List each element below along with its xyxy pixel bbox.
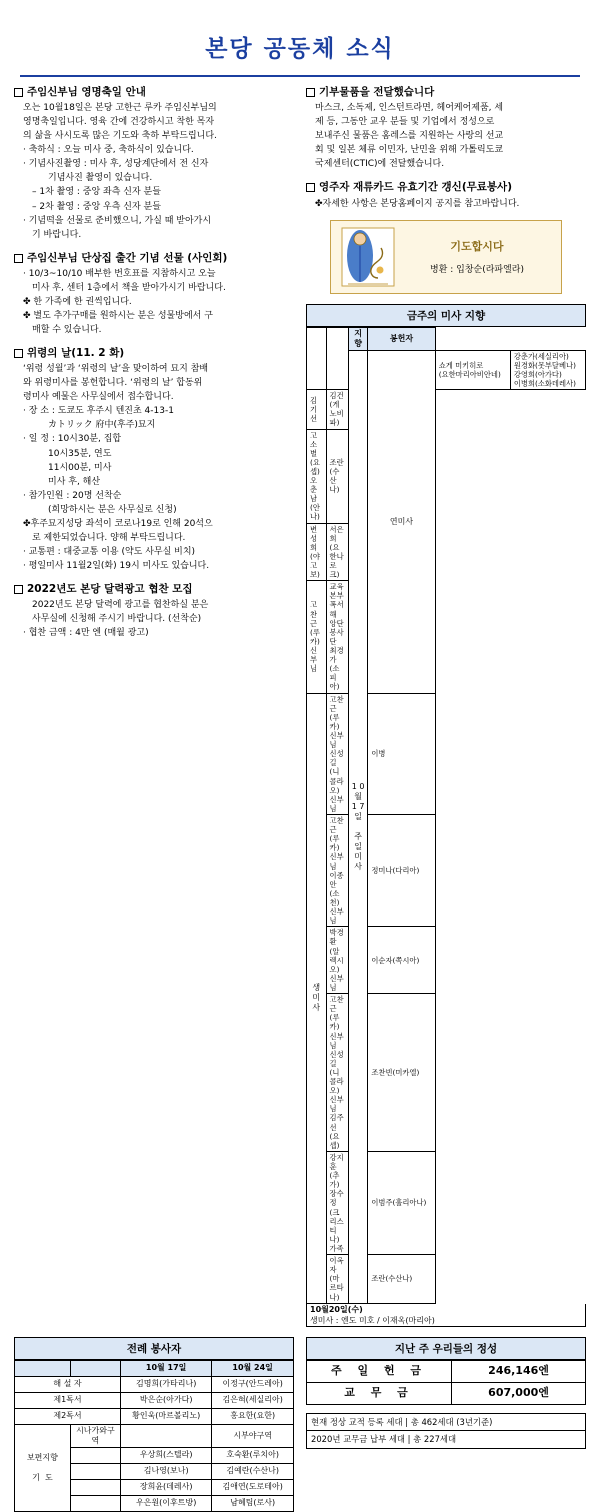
square-bullet-icon xyxy=(306,183,315,192)
person-cell: 조란(수산나) xyxy=(368,1255,435,1304)
offering-value: 607,000엔 xyxy=(452,1382,586,1404)
role-cell: 해 설 자 xyxy=(15,1376,121,1392)
person-cell: 서은희(요한나로크) xyxy=(326,523,348,581)
mass-date-cell: 1 0 월 1 7 일 주 일 미 사 xyxy=(348,350,368,1303)
liturgy-block xyxy=(14,1337,294,1512)
role-cell-universal: 보편지향 기 도 xyxy=(15,1424,71,1511)
section-heading xyxy=(306,85,586,99)
section-booksigning xyxy=(14,251,294,337)
section-heading-text: 2022년도 본당 달력광고 협찬 모집 xyxy=(27,582,193,595)
section-memorial-day xyxy=(14,346,294,573)
mass-intentions-title: 금주의 미사 지향 xyxy=(306,304,586,327)
square-bullet-icon xyxy=(14,254,23,263)
person-cell: 이범주(훌리아나) xyxy=(368,1151,435,1254)
role-cell: 제2독서 xyxy=(15,1408,121,1424)
section-heading-text: 위령의 날(11. 2 화) xyxy=(27,347,125,360)
page-title: 본당 공동체 소식 xyxy=(205,36,395,62)
section-heading-text: 주임신부님 단상집 출간 기념 선물 (사인회) xyxy=(27,251,228,264)
content-columns xyxy=(14,85,586,1327)
offering-note-2: 2020년 교무금 납부 세대 | 총 227세대 xyxy=(306,1431,586,1449)
table-row xyxy=(15,1392,294,1408)
person-cell: 이순자(쪽시아) xyxy=(368,927,435,994)
offering-label: 교 무 금 xyxy=(307,1382,452,1404)
cell-date1: 우상희(스텔라) xyxy=(121,1447,212,1463)
cell-date1: 김나영(보나) xyxy=(121,1463,212,1479)
section-body: 마스크, 소독제, 인스턴트라면, 헤어케어제품, 세 제 등, 그동안 교우 분들 및 기업에서 정성으로 보내주신 물품은 홈레스를 지원하는 사랑의 선교 회 및 일본 체류 이민자, 난민을 위해 가톨릭도쿄 국제센터(CTIC)에 전달했습니다. xyxy=(315,103,504,170)
person-cell: 조찬빈(미카엘) xyxy=(368,994,435,1152)
table-row xyxy=(307,1360,586,1382)
section-heading xyxy=(14,251,294,265)
square-bullet-icon xyxy=(14,349,23,358)
intent-cell: 이옥자(마르타나) xyxy=(326,1255,348,1304)
table-row xyxy=(15,1408,294,1424)
prayer-box xyxy=(330,220,562,294)
offering-label: 주 일 헌 금 xyxy=(307,1360,452,1382)
person-cell: 조란(수산나) xyxy=(326,429,348,523)
subrole-cell xyxy=(70,1495,120,1511)
role-cell: 제1독서 xyxy=(15,1392,121,1408)
cell-date1: 박은순(아가다) xyxy=(121,1392,212,1408)
intent-cell: 고찬근(루카) 신부님 이종안(소천) 신부님 xyxy=(326,814,348,926)
section-body: ✤자세한 사항은 본당홈페이지 공지를 참고바랍니다. xyxy=(315,198,520,209)
person-cell: 정미나(다리아) xyxy=(368,814,435,926)
cell-date1: 김명희(가타리나) xyxy=(121,1376,212,1392)
intent-cell: 김기선 xyxy=(307,390,327,429)
prayer-text xyxy=(399,238,555,275)
section-body: 2022년도 본당 달력에 광고를 협찬하실 분은 사무실에 신청해 주시기 바랍니다. (선착순) · 협찬 금액 : 4만 엔 (매월 광고) xyxy=(23,600,209,639)
mass-intentions-table xyxy=(306,327,586,1304)
square-bullet-icon xyxy=(14,585,23,594)
intent-cell: 고찬근(루카) 신부님 신성길(니콜라오) 신부님 김주선(요셉) xyxy=(326,994,348,1152)
section-heading-text: 기부물품을 전달했습니다 xyxy=(319,86,435,98)
person-cell: 이병 xyxy=(368,693,435,814)
offering-note-1: 현재 정상 교적 등록 세대 | 총 462세대 (3년기준) xyxy=(306,1413,586,1432)
table-header-row xyxy=(307,327,586,350)
masthead xyxy=(14,18,586,69)
intent-cell: 고소별(요셉) 오춘남(안나) xyxy=(307,429,327,523)
cell-date1: 장희윤(데레사) xyxy=(121,1479,212,1495)
col-header-date1: 10월 17일 xyxy=(121,1360,212,1376)
subrole-cell xyxy=(70,1463,120,1479)
section-body: 오는 10월18일은 본당 고한근 루카 주임신부님의 영명축일입니다. 영육 간에 건강하시고 착한 목자 의 삶을 사시도록 많은 기도와 축하 부탁드립니다. · 축하식 : 오늘 미사 중, 축하식이 있습니다. · 기념사진촬영 : 미사 후, 성당계단에서 전 신자 기념사진 촬영이 있습니다. – 1차 촬영 : 중앙 좌측 신자 분들 – 2차 촬영 : 중앙 우측 신자 분들 · 기념떡을 선물로 준비했으니, 가실 때 받아가시 기 바랍니다. xyxy=(23,103,217,240)
table-row xyxy=(307,1382,586,1404)
offering-table xyxy=(306,1360,586,1405)
subrole-cell xyxy=(70,1447,120,1463)
cell-date2: 시부야구역 xyxy=(212,1424,294,1447)
section-heading xyxy=(14,582,294,596)
mass-footer-date: 10월20일(수) xyxy=(310,1304,363,1314)
mass-footer xyxy=(306,1304,586,1327)
cell-date2: 호숙환(루치아) xyxy=(212,1447,294,1463)
person-cell: 교육본부 폭서해 앙단 봉사단 최경가(소피아) xyxy=(326,581,348,693)
section-donation xyxy=(306,85,586,171)
section-body: ‘위령 성월’과 ‘위령의 날’을 맞이하여 묘지 참배 와 위령미사를 봉헌합니다. ‘위령의 날’ 합동위 령미사 예물은 사무실에서 접수합니다. · 장 소 : 도쿄도 후주시 텐진초 4-13-1 カトリック 府中(후주)묘지 · 일 정 : 10시30분, 집합 10시35분, 연도 11시00분, 미사 미사 후, 해산 · 참가인원 : 20명 선착순 (희망하시는 분은 사무실로 신청) ✤후주묘지성당 좌석이 코로나19로 인해 20석으 로 제한되었습니다. 양해 부탁드립니다. · 교통편 : 대중교통 이용 (약도 사무실 비치) · 평일미사 11월2일(화) 19시 미사도 있습니다. xyxy=(23,364,213,571)
cell-date2: 김은혀(세실리아) xyxy=(212,1392,294,1408)
right-column xyxy=(306,85,586,1327)
table-header-row xyxy=(15,1360,294,1376)
group-label-living: 생미사 xyxy=(307,693,327,1303)
mass-footer-line: 생미사 : 엔도 미호 / 이재옥(마리아) xyxy=(310,1315,435,1325)
table-row xyxy=(15,1376,294,1392)
cell-date2: 남혜팀(로사) xyxy=(212,1495,294,1511)
intent-cell: 쇼게 미키히로 (요한마리아비안네) xyxy=(435,350,510,389)
cell-date2: 이정구(안드레아) xyxy=(212,1376,294,1392)
section-nameday xyxy=(14,85,294,242)
section-residence-card xyxy=(306,180,586,210)
offering-block xyxy=(306,1337,586,1512)
square-bullet-icon xyxy=(14,88,23,97)
section-heading xyxy=(14,85,294,99)
col-header-sub xyxy=(70,1360,120,1376)
cell-date2: 홍요한(요한) xyxy=(212,1408,294,1424)
header-rule xyxy=(20,75,580,77)
person-cell: 강춘가(세실리아) 원경화(못부달베나) 강영희(아가다) 이병희(소화데레사) xyxy=(510,350,585,389)
prayer-intention: 병환 : 입창순(라파엘라) xyxy=(429,265,525,276)
section-calendar-ads xyxy=(14,582,294,640)
intent-cell: 변성희(야고보) xyxy=(307,523,327,581)
cell-date2: 김애연(도로테아) xyxy=(212,1479,294,1495)
col-header-role xyxy=(15,1360,71,1376)
intent-cell: 고찬근(루카) 신부님 xyxy=(307,581,327,693)
person-cell: 김건(게노비파) xyxy=(326,390,348,429)
table-row xyxy=(15,1424,294,1447)
praying-figure-svg xyxy=(340,226,396,288)
subrole-cell: 시나가와구역 xyxy=(70,1424,120,1447)
left-column xyxy=(14,85,294,1327)
mass-intentions-table-block xyxy=(306,304,586,1327)
intent-cell: 박경환(알렉시오) 신부님 xyxy=(326,927,348,994)
prayer-title: 기도합시다 xyxy=(450,240,504,254)
offering-value: 246,146엔 xyxy=(452,1360,586,1382)
liturgy-table xyxy=(14,1360,294,1512)
bottom-columns xyxy=(14,1337,586,1512)
table-row xyxy=(307,350,586,389)
cell-date2: 김예란(수산나) xyxy=(212,1463,294,1479)
col-header-intent: 지향 xyxy=(348,327,368,350)
cell-date1 xyxy=(121,1424,212,1447)
section-heading xyxy=(14,346,294,360)
praying-figure-icon xyxy=(337,225,399,289)
section-heading-text: 영주자 재류카드 유효기간 갱신(무료봉사) xyxy=(319,181,512,194)
intent-cell: 강지훈(추가) 장수정(크리스티나) 가족 xyxy=(326,1151,348,1254)
col-header-person: 봉헌자 xyxy=(368,327,435,350)
subrole-cell xyxy=(70,1479,120,1495)
intent-cell: 고찬근(루카) 신부님 신성길(니콜라오) 신부님 xyxy=(326,693,348,814)
offering-title: 지난 주 우리들의 정성 xyxy=(306,1337,586,1360)
section-heading xyxy=(306,180,586,194)
cell-date1: 우은원(이후트방) xyxy=(121,1495,212,1511)
col-header-date2: 10월 24일 xyxy=(212,1360,294,1376)
group-label-memorial: 연미사 xyxy=(368,350,435,693)
liturgy-title: 전례 봉사자 xyxy=(14,1337,294,1360)
section-heading-text: 주임신부님 영명축일 안내 xyxy=(27,86,146,98)
section-body: · 10/3~10/10 배부한 번호표를 지참하시고 오늘 미사 후, 센터 1층에서 책을 받아가시기 바랍니다. ✤ 한 가족에 한 권씩입니다. ✤ 별도 추가구매를 원하시는 분은 성물방에서 구 매할 수 있습니다. xyxy=(23,268,226,335)
prayer-box-wrapper xyxy=(306,220,586,294)
square-bullet-icon xyxy=(306,88,315,97)
cell-date1: 황인욱(마르볼리노) xyxy=(121,1408,212,1424)
